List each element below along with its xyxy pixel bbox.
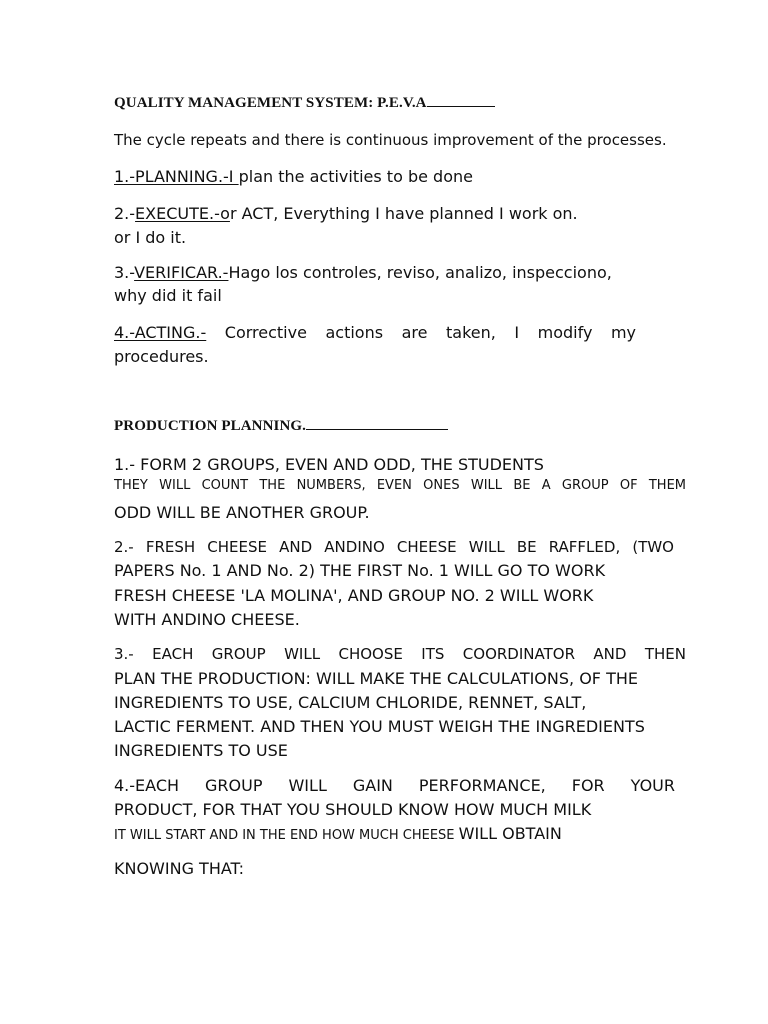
- production-line: THEY WILL COUNT THE NUMBERS, EVEN ONES WILL BE A GROUP OF THEM: [114, 478, 686, 493]
- production-line: PAPERS No. 1 AND No. 2) THE FIRST No. 1 WILL GO TO WORK: [114, 561, 606, 580]
- production-line: INGREDIENTS TO USE, CALCIUM CHLORIDE, RENNET, SALT,: [114, 693, 587, 712]
- quality-intro: The cycle repeats and there is continuous improvement of the processes.: [114, 131, 667, 149]
- step-4-text: Corrective actions are taken, I modify my: [206, 323, 636, 342]
- heading-underline: [306, 428, 448, 430]
- production-heading-text: PRODUCTION PLANNING.: [114, 418, 307, 434]
- step-2: [114, 204, 578, 223]
- production-line: 3.- EACH GROUP WILL CHOOSE ITS COORDINATOR AND THEN: [114, 645, 686, 663]
- step-1-text: plan the activities to be done: [238, 167, 473, 186]
- quality-heading: [114, 95, 495, 112]
- production-line-mixed: [114, 824, 562, 843]
- production-line: 4.-EACH GROUP WILL GAIN PERFORMANCE, FOR YOUR: [114, 776, 675, 795]
- production-line-large: WILL OBTAIN: [458, 824, 562, 843]
- step-3: [114, 263, 612, 282]
- step-3-line2: why did it fail: [114, 286, 222, 305]
- production-line: LACTIC FERMENT. AND THEN YOU MUST WEIGH THE INGREDIENTS: [114, 717, 645, 736]
- production-line: ODD WILL BE ANOTHER GROUP.: [114, 503, 370, 522]
- step-4: [114, 323, 636, 342]
- production-line: WITH ANDINO CHEESE.: [114, 610, 300, 629]
- step-3-prefix: 3.-: [114, 263, 135, 282]
- step-1-label: 1.-PLANNING.-I: [114, 167, 239, 186]
- step-3-text: Hago los controles, reviso, analizo, inspecciono,: [228, 263, 612, 282]
- production-line: 2.- FRESH CHEESE AND ANDINO CHEESE WILL BE RAFFLED, (TWO: [114, 538, 674, 556]
- quality-heading-text: QUALITY MANAGEMENT SYSTEM: P.E.V.A: [114, 95, 427, 111]
- step-2-label: EXECUTE.-o: [135, 204, 230, 223]
- step-2-line2: or I do it.: [114, 228, 187, 247]
- production-line: FRESH CHEESE 'LA MOLINA', AND GROUP NO. 2 WILL WORK: [114, 586, 594, 605]
- production-line: PLAN THE PRODUCTION: WILL MAKE THE CALCULATIONS, OF THE: [114, 669, 638, 688]
- step-2-prefix: 2.-: [114, 204, 136, 223]
- production-line: 1.- FORM 2 GROUPS, EVEN AND ODD, THE STUDENTS: [114, 455, 544, 474]
- heading-underline: [427, 105, 495, 107]
- step-2-text: r ACT, Everything I have planned I work on.: [229, 204, 578, 223]
- production-line: KNOWING THAT:: [114, 859, 244, 878]
- production-heading: [114, 418, 448, 435]
- step-1: [114, 167, 473, 186]
- step-4-line2: procedures.: [114, 347, 209, 366]
- production-line: PRODUCT, FOR THAT YOU SHOULD KNOW HOW MUCH MILK: [114, 800, 592, 819]
- step-4-label: 4.-ACTING.-: [114, 323, 207, 342]
- step-3-label: VERIFICAR.-: [134, 263, 229, 282]
- production-line-small: IT WILL START AND IN THE END HOW MUCH CHEESE: [114, 828, 459, 843]
- production-line: INGREDIENTS TO USE: [114, 741, 288, 760]
